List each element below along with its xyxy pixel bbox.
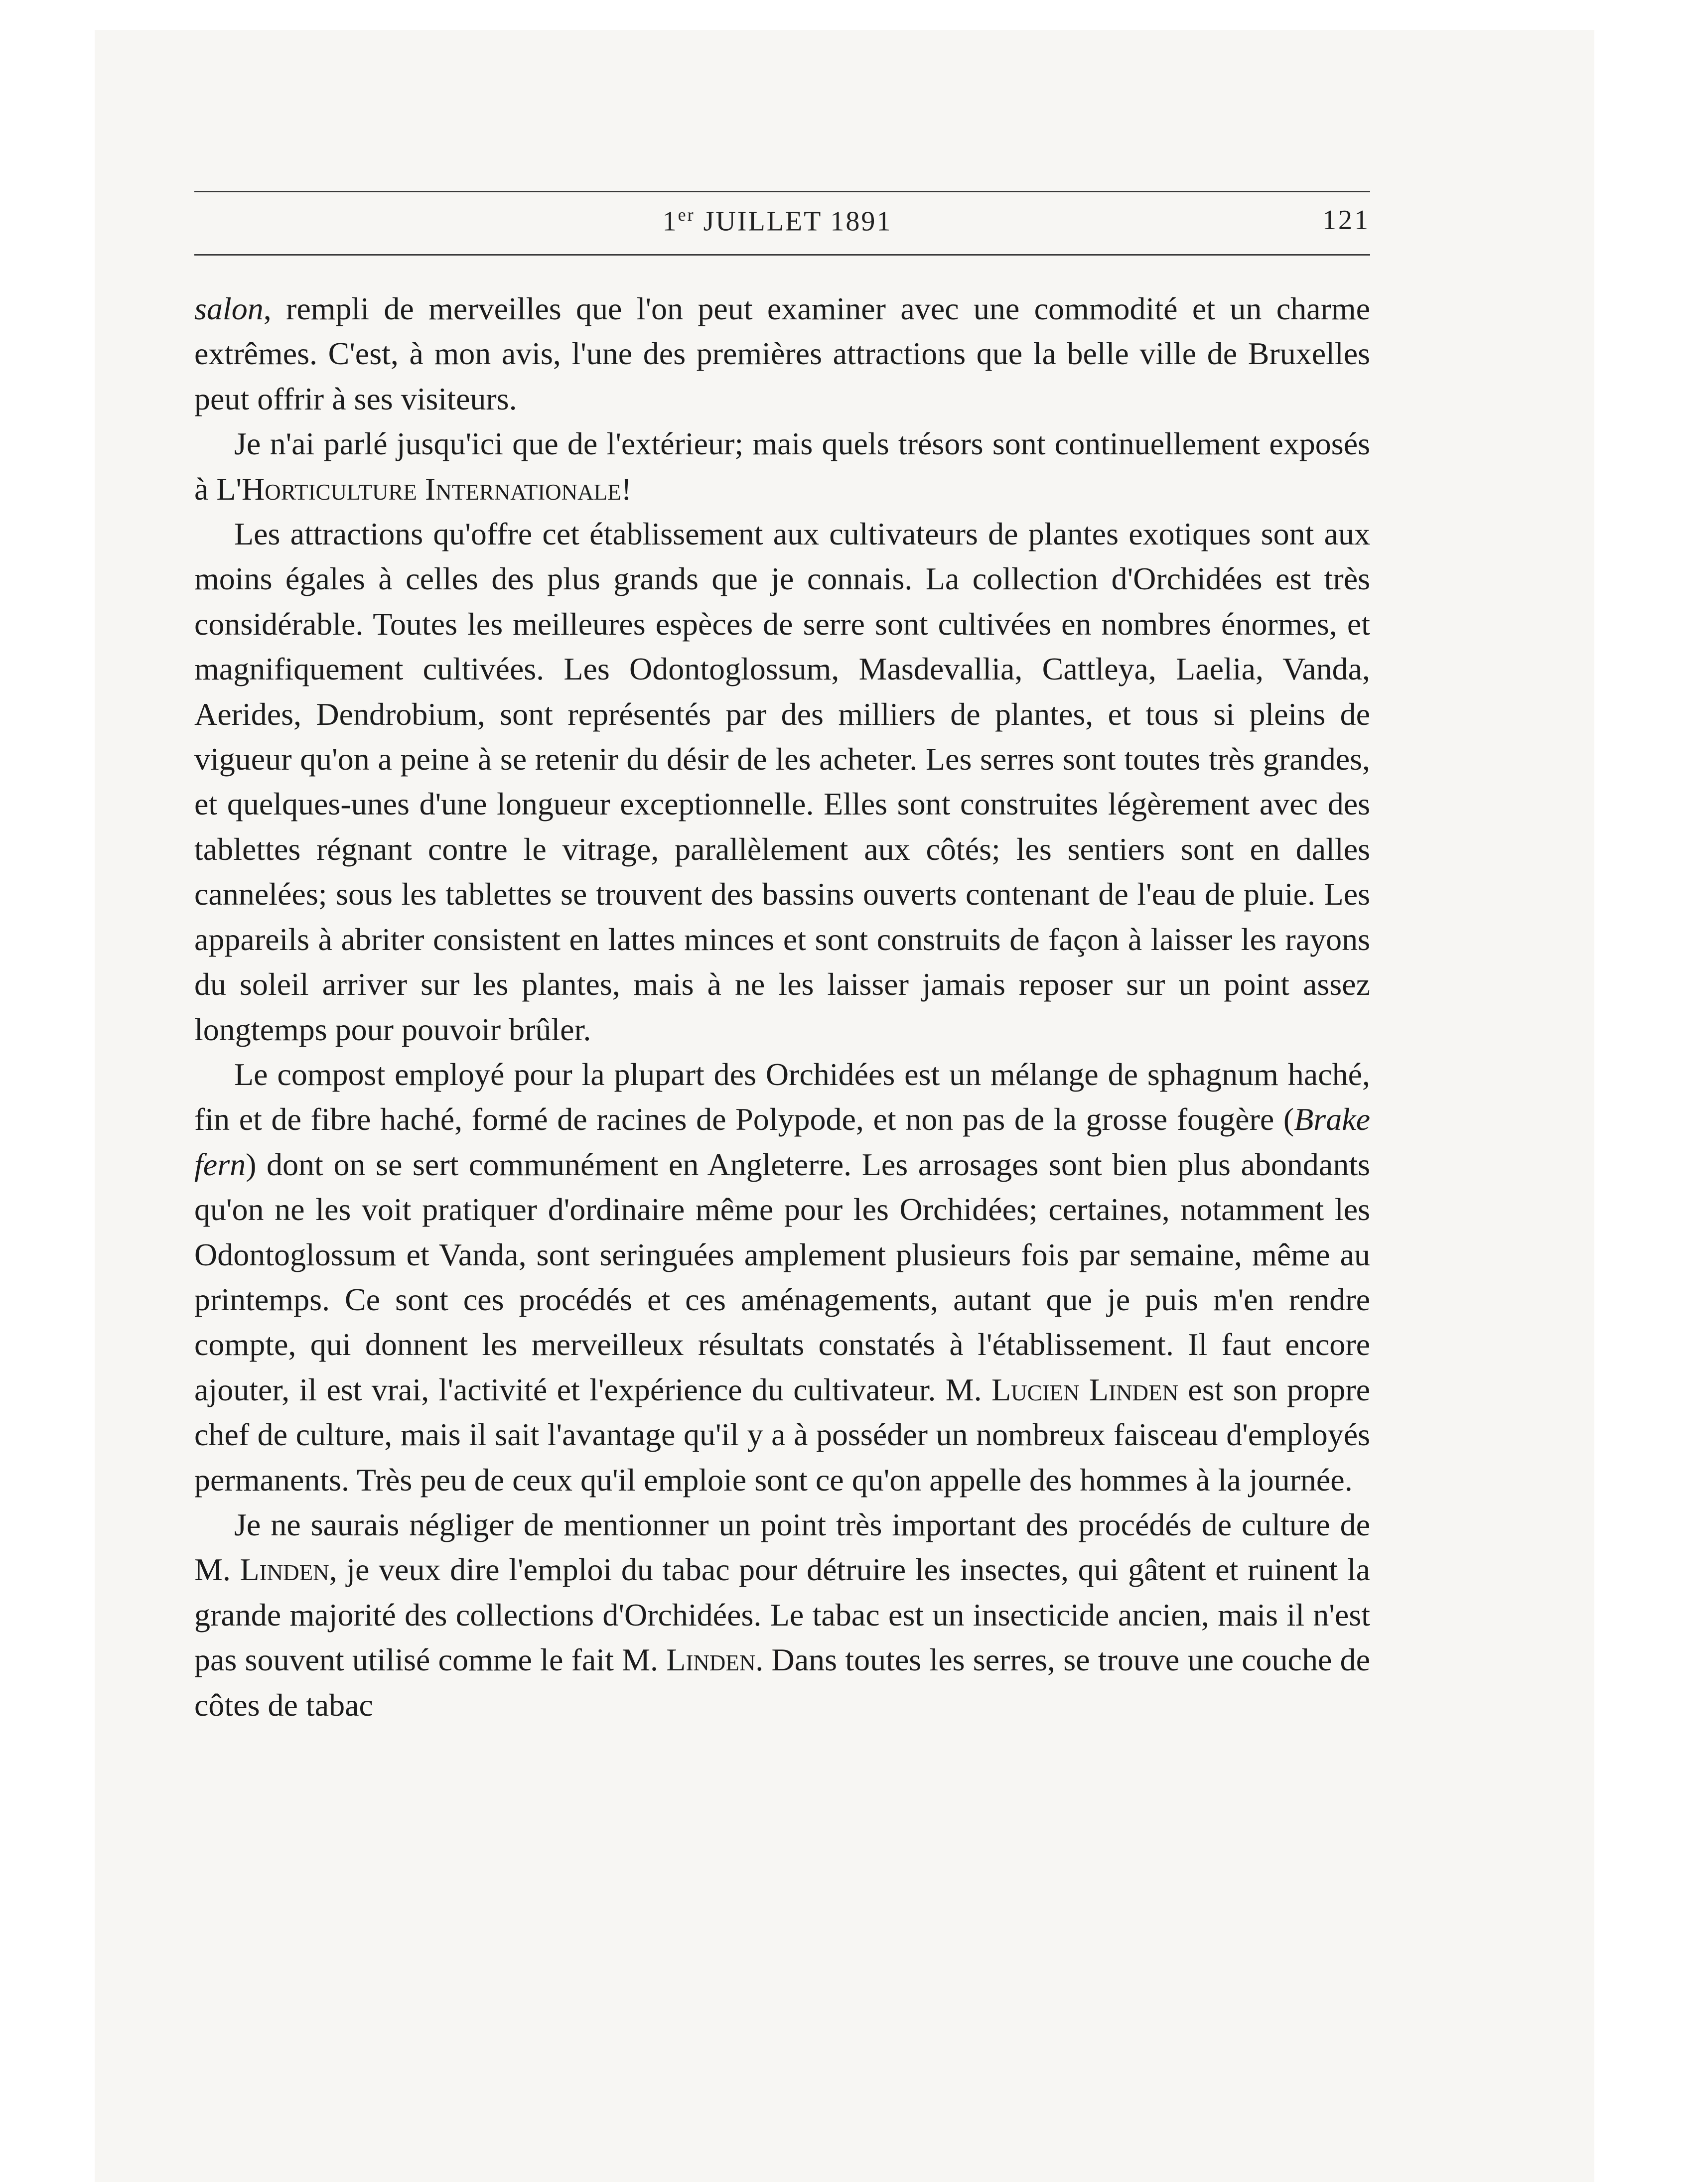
text-run: , rempli de merveilles que l'on peut examiner avec une commodité et un charme extrêmes. C'est, à mon avis, l'une des premières attractions que la belle ville de Bruxelles peut offrir à ses visiteurs.	[194, 291, 1370, 416]
text-run: !	[621, 471, 632, 507]
paragraph-1	[194, 286, 1370, 421]
text-run: Les attractions qu'offre cet établissement aux cultivateurs de plantes exotiques sont aux moins égales à celles des plus grands que je connais. La collection d'Orchidées est très considérable. Toutes les meilleures espèces de serre sont cultivées en nombres énormes, et magnifiquement cultivées. Les Odontoglossum, Masdevallia, Cattleya, Laelia, Vanda, Aerides, Dendrobium, sont représentés par des milliers de plantes, et tous si pleins de vigueur qu'on a peine à se retenir du désir de les acheter. Les serres sont toutes très grandes, et quelques-unes d'une longueur exceptionnelle. Elles sont construites légèrement avec des tablettes régnant contre le vitrage, parallèlement aux côtés; les sentiers sont en dalles cannelées; sous les tablettes se trouvent des bassins ouverts contenant de l'eau de pluie. Les appareils à abriter consistent en lattes minces et sont construits de façon à laisser les rayons du soleil arriver sur les plantes, mais à ne les laisser jamais reposer sur un point assez longtemps pour pouvoir brûler.	[194, 516, 1370, 1047]
header-date	[618, 204, 937, 238]
text-run: , je veux dire l'emploi du tabac pour détruire les insectes, qui gâtent et ruinent la grande majorité des collections d'Orchidées. Le tabac est un insecticide ancien, mais il n'est pas souvent utilisé comme le fait M.	[194, 1552, 1371, 1678]
text-run: est son propre chef de culture, mais il sait l'avantage qu'il y a à posséder un nombreux faisceau d'employés permanents. Très peu de ceux qu'il emploie sont ce qu'on appelle des hommes à la journée.	[194, 1371, 1371, 1498]
header-rule-top	[194, 191, 1370, 192]
text-run: Linden	[666, 1642, 756, 1678]
text-run: Je ne saurais négliger de mentionner un point très important des procédés de culture de M.	[194, 1506, 1370, 1588]
text-run: ) dont on se sert communément en Angleterre. Les arrosages sont bien plus abondants qu'on ne les voit pratiquer d'ordinaire même pour les Orchidées; certaines, notamment les Odontoglossum et Vanda, sont seringuées amplement plusieurs fois par semaine, même au printemps. Ce sont ces procédés et ces aménagements, autant que je puis m'en rendre compte, qui donnent les merveilleux résultats constatés à l'établissement. Il faut encore ajouter, il est vrai, l'activité et l'expérience du cultivateur. M.	[194, 1146, 1370, 1407]
page-number: 121	[1322, 205, 1370, 236]
header-date-rest: JUILLET 1891	[695, 206, 892, 237]
paragraph-2	[194, 421, 1370, 512]
text-run: Lucien Linden	[991, 1371, 1178, 1407]
text-run: Linden	[240, 1552, 329, 1588]
header-date-suffix: er	[678, 205, 695, 225]
text-run: Je n'ai parlé jusqu'ici que de l'extérieur; mais quels trésors sont continuellement exposés à L'	[194, 426, 1370, 507]
body-text	[194, 286, 1370, 1728]
header-date-day: 1	[662, 206, 678, 237]
text-run: salon	[194, 291, 264, 326]
text-run: Horticulture Internationale	[242, 471, 621, 507]
paragraph-5	[194, 1502, 1370, 1728]
paragraph-3	[194, 512, 1370, 1052]
text-run: Brake fern	[194, 1101, 1370, 1182]
text-run: . Dans toutes les serres, se trouve une couche de côtes de tabac	[194, 1642, 1370, 1723]
paragraph-4	[194, 1052, 1370, 1502]
header-rule-bottom	[194, 254, 1370, 256]
text-run: Le compost employé pour la plupart des Orchidées est un mélange de sphagnum haché, fin et de fibre haché, formé de racines de Polypode, et non pas de la grosse fougère (	[194, 1056, 1370, 1137]
